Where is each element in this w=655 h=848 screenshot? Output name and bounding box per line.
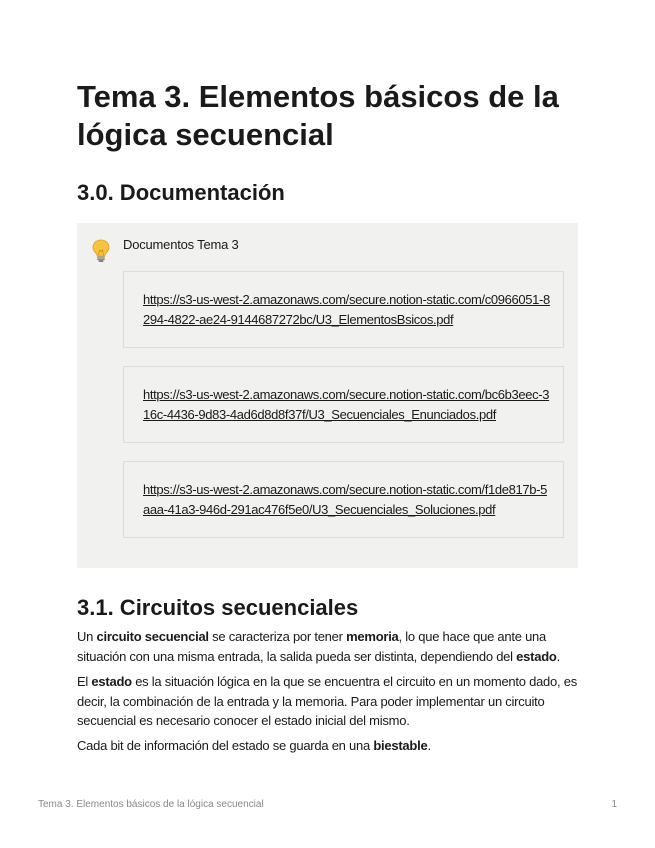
text-run: . bbox=[556, 648, 560, 664]
bold-term: estado bbox=[516, 648, 557, 664]
text-run: . bbox=[427, 738, 431, 753]
text-run: Cada bit de información del estado se guarda en una bbox=[77, 738, 374, 753]
section-heading-documentacion: 3.0. Documentación bbox=[77, 180, 285, 205]
lightbulb-icon bbox=[91, 239, 111, 263]
text-run: Un bbox=[77, 629, 97, 644]
callout-label: Documentos Tema 3 bbox=[123, 237, 239, 252]
pdf-link[interactable]: https://s3-us-west-2.amazonaws.com/secure.notion-static.com/f1de817b-5aaa-41a3-946d-291ac476f5e0/U3_Secuenciales_Soluciones.pdf bbox=[143, 482, 547, 517]
pdf-link[interactable]: https://s3-us-west-2.amazonaws.com/secure.notion-static.com/c0966051-8294-4822-ae24-9144687272bc/U3_ElementosBsicos.pdf bbox=[143, 292, 550, 327]
pdf-link-block bbox=[123, 461, 564, 538]
text-run: se caracteriza por tener bbox=[208, 629, 347, 644]
paragraph-estado bbox=[77, 672, 587, 731]
text-run: El bbox=[77, 674, 92, 689]
bold-term: estado bbox=[91, 674, 132, 689]
pdf-link-block bbox=[123, 271, 564, 348]
section-heading-circuitos: 3.1. Circuitos secuenciales bbox=[77, 595, 359, 620]
paragraph-circuito-secuencial bbox=[77, 627, 587, 666]
bold-term: circuito secuencial bbox=[96, 629, 209, 644]
text-run: es la situación lógica en la que se encuentra el circuito en un momento dado, es decir, la combinación de la entrada y la memoria. Para poder implementar un circuito secuencial es necesario conocer el estado inicial del mismo. bbox=[77, 674, 577, 728]
pdf-link-block bbox=[123, 366, 564, 443]
page-number: 1 bbox=[611, 799, 617, 810]
bold-term: biestable bbox=[373, 738, 428, 753]
callout-documentos bbox=[77, 223, 578, 568]
text-run: , lo que hace que ante una situación con una misma entrada, la salida pueda ser distinta, dependiendo del bbox=[77, 629, 547, 664]
paragraph-biestable bbox=[77, 736, 587, 756]
footer-title: Tema 3. Elementos básicos de la lógica secuencial bbox=[38, 799, 264, 810]
bold-term: memoria bbox=[346, 629, 399, 644]
page-title: Tema 3. Elementos básicos de la lógica secuencial bbox=[77, 79, 559, 152]
pdf-link[interactable]: https://s3-us-west-2.amazonaws.com/secure.notion-static.com/bc6b3eec-316c-4436-9d83-4ad6d8d8f37f/U3_Secuenciales_Enunciados.pdf bbox=[143, 387, 550, 422]
